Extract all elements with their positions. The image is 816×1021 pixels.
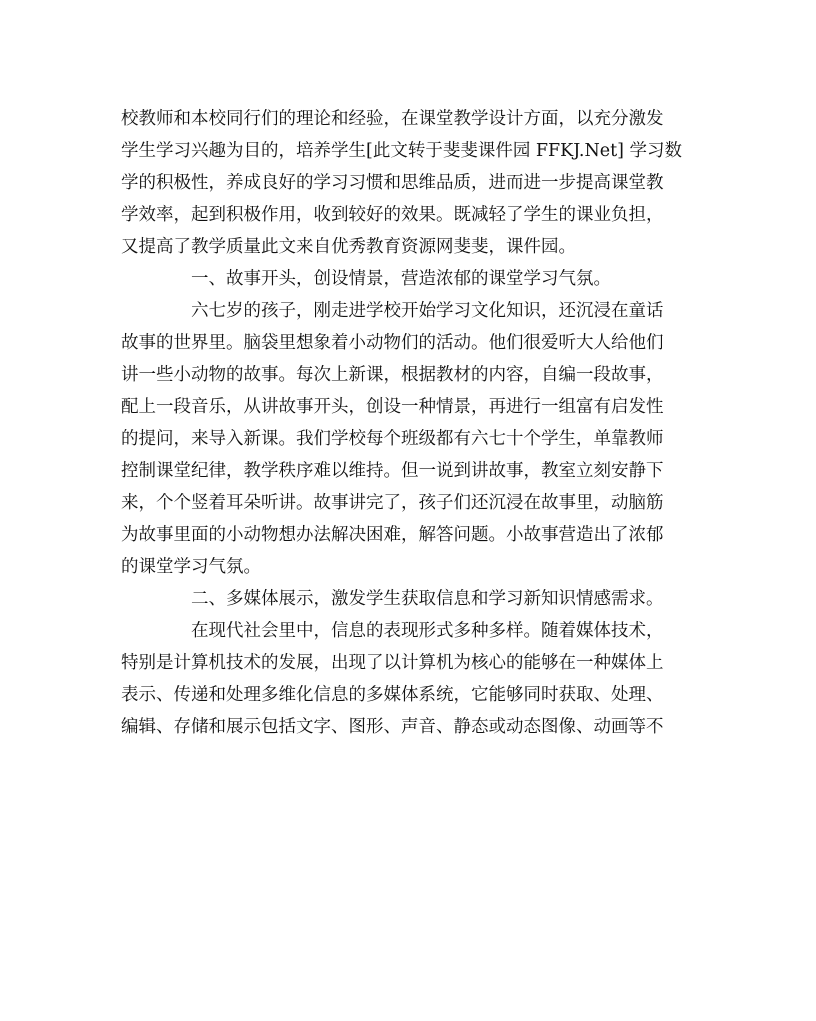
text-line: 讲一些小动物的故事。每次上新课，根据教材的内容，自编一段故事， [121, 365, 664, 385]
text-line: 的课堂学习气氛。 [121, 557, 261, 577]
text-line: 配上一段音乐，从讲故事开头，创设一种情景，再进行一组富有启发性 [121, 397, 664, 417]
text-line: 表示、传递和处理多维化信息的多媒体系统，它能够同时获取、处理、 [121, 685, 664, 705]
text-line: 学生学习兴趣为目的，培养学生[此文转于斐斐课件园 FFKJ.Net] 学习数 [121, 141, 683, 161]
text-line: 特别是计算机技术的发展，出现了以计算机为核心的能够在一种媒体上 [121, 653, 664, 673]
text-line: 为故事里面的小动物想办法解决困难，解答问题。小故事营造出了浓郁 [121, 525, 664, 545]
section-heading-1: 一、故事开头，创设情景，营造浓郁的课堂学习气氛。 [191, 269, 611, 289]
text-line: 在现代社会里中，信息的表现形式多种多样。随着媒体技术， [191, 621, 664, 641]
text-line: 校教师和本校同行们的理论和经验，在课堂教学设计方面，以充分激发 [121, 109, 664, 129]
text-line: 六七岁的孩子，刚走进学校开始学习文化知识，还沉浸在童话 [191, 301, 664, 321]
document-body [121, 103, 701, 743]
text-line: 又提高了教学质量此文来自优秀教育资源网斐斐，课件园。 [121, 237, 576, 257]
text-line: 学的积极性，养成良好的学习习惯和思维品质，进而进一步提高课堂教 [121, 173, 664, 193]
text-line: 的提问，来导入新课。我们学校每个班级都有六七十个学生，单靠教师 [121, 429, 664, 449]
text-line: 学效率，起到积极作用，收到较好的效果。既减轻了学生的课业负担， [121, 205, 664, 225]
text-line: 编辑、存储和展示包括文字、图形、声音、静态或动态图像、动画等不 [121, 717, 664, 737]
text-line: 来，个个竖着耳朵听讲。故事讲完了，孩子们还沉浸在故事里，动脑筋 [121, 493, 664, 513]
section-heading-2: 二、多媒体展示，激发学生获取信息和学习新知识情感需求。 [191, 589, 664, 609]
text-line: 故事的世界里。脑袋里想象着小动物们的活动。他们很爱听大人给他们 [121, 333, 664, 353]
text-line: 控制课堂纪律，教学秩序难以维持。但一说到讲故事，教室立刻安静下 [121, 461, 664, 481]
